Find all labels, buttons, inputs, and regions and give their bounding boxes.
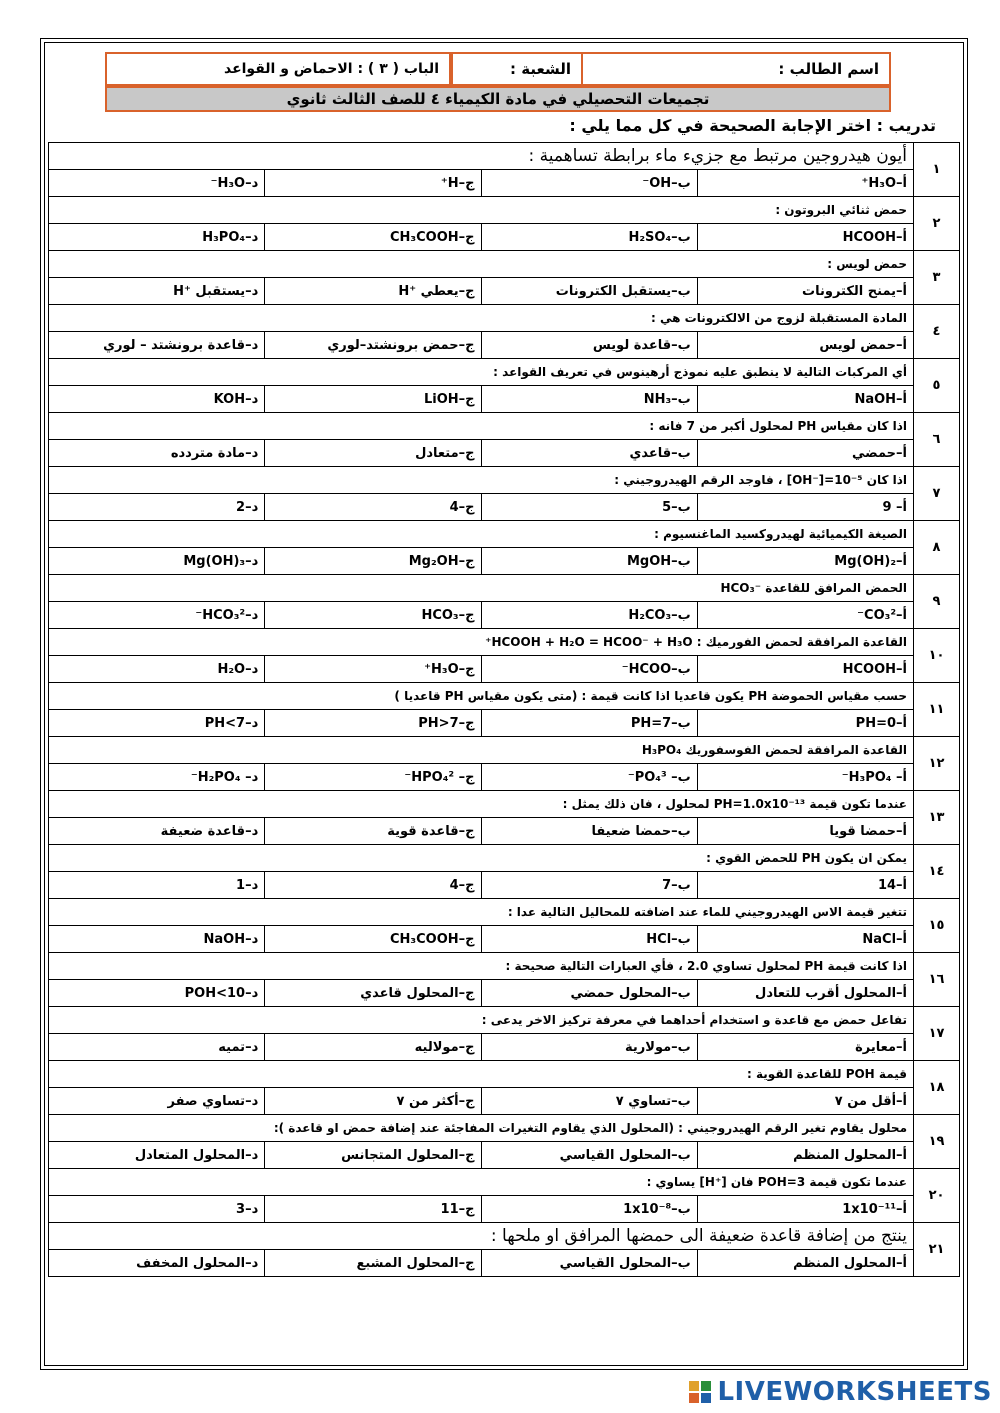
option-b[interactable]: ب–المحلول القياسي [481,1250,697,1277]
question-row [49,413,960,440]
option-a[interactable]: أ–HCOOH [697,656,913,683]
question-text: يمكن ان يكون PH للحمض القوي : [49,845,914,872]
option-b[interactable]: ب–H₂SO₄ [481,224,697,251]
option-d[interactable]: د–H₂O [49,656,265,683]
question-text: حمض لويس : [49,251,914,278]
question-text: ينتج من إضافة قاعدة ضعيفة الى حمضها المرافق او ملحها : [49,1223,914,1250]
option-a[interactable]: أ–يمنح الكترونات [697,278,913,305]
question-row [49,629,960,656]
question-text: محلول يقاوم تغير الرقم الهيدروجيني : (المحلول الذي يقاوم التغيرات المفاجئة عند إضافة حمض او قاعدة ): [49,1115,914,1142]
option-c[interactable]: ج–Mg₂OH [265,548,481,575]
question-number: ١ [914,143,960,197]
question-row [49,197,960,224]
option-d[interactable]: د–1 [49,872,265,899]
options-row [49,926,960,953]
option-b[interactable]: ب–HCl [481,926,697,953]
options-row [49,224,960,251]
options-row [49,602,960,629]
chapter-box [105,52,451,86]
question-number: ٩ [914,575,960,629]
option-b[interactable]: ب–5 [481,494,697,521]
option-c[interactable]: ج–مولاليه [265,1034,481,1061]
question-row [49,359,960,386]
option-b[interactable]: ب–مولارية [481,1034,697,1061]
question-number: ٨ [914,521,960,575]
question-text: اذا كان ⁵⁻10=[⁻OH] ، فاوجد الرقم الهيدروجيني : [49,467,914,494]
question-number: ١٤ [914,845,960,899]
option-b[interactable]: ب–المحلول حمضي [481,980,697,1007]
instruction: تدريب : اختر الإجابة الصحيحة في كل مما يلي : [569,116,936,135]
options-row [49,710,960,737]
student-name-field[interactable] [581,52,891,86]
option-a[interactable]: أ–NaOH [697,386,913,413]
question-text: عندما تكون قيمة ¹³⁻PH=1.0x10 لمحلول ، فان ذلك يمثل : [49,791,914,818]
option-c[interactable]: ج–المحلول المتجانس [265,1142,481,1169]
option-d[interactable]: د–تميه [49,1034,265,1061]
question-number: ١٧ [914,1007,960,1061]
question-number: ٥ [914,359,960,413]
option-a[interactable]: أ–HCOOH [697,224,913,251]
question-number: ١٢ [914,737,960,791]
option-d[interactable]: د–H₃O⁻ [49,170,265,197]
question-row [49,143,960,170]
question-row [49,683,960,710]
question-row [49,575,960,602]
option-a[interactable]: أ–Mg(OH)₂ [697,548,913,575]
header [105,52,891,112]
option-a[interactable]: أ–PH=0 [697,710,913,737]
question-row [49,521,960,548]
option-d[interactable]: د–تساوي صفر [49,1088,265,1115]
option-c[interactable]: ج–CH₃COOH [265,926,481,953]
option-d[interactable]: د– H₂PO₄⁻ [49,764,265,791]
question-number: ٧ [914,467,960,521]
question-row [49,1061,960,1088]
option-b[interactable]: ب–7 [481,872,697,899]
question-text: أيون هيدروجين مرتبط مع جزيء ماء برابطة تساهمية : [49,143,914,170]
section-field[interactable] [451,52,583,86]
question-row [49,251,960,278]
option-c[interactable]: ج–المحلول قاعدي [265,980,481,1007]
option-b[interactable]: ب–PH=7 [481,710,697,737]
option-a[interactable]: أ–¹¹⁻1x10 [697,1196,913,1223]
worksheet-title: تجميعات التحصيلي في مادة الكيمياء ٤ للصف الثالث ثانوي [105,86,891,112]
options-row [49,1088,960,1115]
option-c[interactable]: ج–CH₃COOH [265,224,481,251]
options-row [49,656,960,683]
question-number: ١١ [914,683,960,737]
logo-text: LIVEWORKSHEETS [717,1377,992,1407]
option-a[interactable]: أ–المحلول المنظم [697,1250,913,1277]
question-text: أي المركبات التالية لا ينطبق عليه نموذج أرهينوس في تعريف القواعد : [49,359,914,386]
option-d[interactable]: د–2 [49,494,265,521]
options-row [49,764,960,791]
question-row [49,845,960,872]
option-b[interactable]: ب–H₂CO₃ [481,602,697,629]
option-d[interactable]: د–المحلول المخفف [49,1250,265,1277]
question-number: ٢٠ [914,1169,960,1223]
options-row [49,1034,960,1061]
option-b[interactable]: ب–المحلول القياسي [481,1142,697,1169]
question-row [49,791,960,818]
option-c[interactable]: ج–قاعدة قوية [265,818,481,845]
option-d[interactable]: د–Mg(OH)₃ [49,548,265,575]
options-row [49,494,960,521]
question-text: القاعدة المرافقة لحمض الفورميك : HCOOH + H₂O = HCOO⁻ + H₃O⁺ [49,629,914,656]
option-c[interactable]: ج–LiOH [265,386,481,413]
option-c[interactable]: ج–4 [265,494,481,521]
question-number: ١٥ [914,899,960,953]
question-text: تفاعل حمض مع قاعدة و استخدام أحداهما في معرفة تركيز الاخر يدعى : [49,1007,914,1034]
question-number: ١٨ [914,1061,960,1115]
option-d[interactable]: د–قاعدة برونشتد – لوري [49,332,265,359]
question-text: قيمة POH للقاعدة القوية : [49,1061,914,1088]
option-c[interactable]: ج–متعادل [265,440,481,467]
header-row [105,52,891,86]
option-b[interactable]: ب–تساوي ٧ [481,1088,697,1115]
student-name-label: اسم الطالب : [778,60,879,78]
question-number: ١٣ [914,791,960,845]
option-c[interactable]: ج–أكثر من ٧ [265,1088,481,1115]
option-d[interactable]: د–NaOH [49,926,265,953]
options-row [49,818,960,845]
option-a[interactable]: أ–معايرة [697,1034,913,1061]
question-text: اذا كانت قيمة PH لمحلول تساوي 2.0 ، فأي العبارات التالية صحيحة : [49,953,914,980]
options-row [49,1142,960,1169]
option-a[interactable]: أ– 9 [697,494,913,521]
option-b[interactable]: ب–⁸⁻1x10 [481,1196,697,1223]
option-a[interactable]: أ–CO₃²⁻ [697,602,913,629]
option-a[interactable]: أ–NaCl [697,926,913,953]
questions-table [48,142,960,1277]
question-number: ٣ [914,251,960,305]
section-label: الشعبة : [510,60,571,78]
option-a[interactable]: أ–المحلول المنظم [697,1142,913,1169]
question-row [49,1115,960,1142]
question-text: الصيغة الكيميائية لهيدروكسيد الماغنسيوم : [49,521,914,548]
option-b[interactable]: ب–قاعدة لويس [481,332,697,359]
question-row [49,467,960,494]
option-b[interactable]: ب–قاعدي [481,440,697,467]
option-c[interactable]: ج–4 [265,872,481,899]
option-d[interactable]: د–H₃PO₄ [49,224,265,251]
option-a[interactable]: أ–حمضا قويا [697,818,913,845]
question-number: ١٠ [914,629,960,683]
question-row [49,899,960,926]
question-row [49,1007,960,1034]
option-d[interactable]: د–PH<7 [49,710,265,737]
option-c[interactable]: ج–11 [265,1196,481,1223]
question-text: الحمض المرافق للقاعدة ⁻HCO₃ [49,575,914,602]
question-number: ٢١ [914,1223,960,1277]
question-row [49,1223,960,1250]
question-row [49,953,960,980]
question-row [49,1169,960,1196]
options-row [49,980,960,1007]
option-d[interactable]: د–KOH [49,386,265,413]
chapter-label: الباب ( ٣ ) : الاحماض و القواعد [223,61,439,77]
question-row [49,305,960,332]
option-d[interactable]: د–مادة متردده [49,440,265,467]
option-c[interactable]: ج–المحلول المشبع [265,1250,481,1277]
option-c[interactable]: ج–HCO₃ [265,602,481,629]
question-text: عندما تكون قيمة POH=3 فان [⁺H] يساوي : [49,1169,914,1196]
option-c[interactable]: ج–H₃O⁺ [265,656,481,683]
option-c[interactable]: ج–يعطي ⁺H [265,278,481,305]
option-b[interactable]: ب–MgOH [481,548,697,575]
options-row [49,386,960,413]
options-row [49,332,960,359]
options-row [49,1196,960,1223]
question-text: حمض ثنائي البروتون : [49,197,914,224]
option-a[interactable]: أ–14 [697,872,913,899]
option-d[interactable]: د–يستقبل ⁺H [49,278,265,305]
option-a[interactable]: أ–حمضي [697,440,913,467]
question-text: حسب مقياس الحموضة PH يكون قاعديا اذا كانت قيمة : (متى يكون مقياس PH قاعديا ) [49,683,914,710]
option-a[interactable]: أ–المحلول أقرب للتعادل [697,980,913,1007]
option-c[interactable]: ج– HPO₄²⁻ [265,764,481,791]
option-b[interactable]: ب–حمضا ضعيفا [481,818,697,845]
options-row [49,1250,960,1277]
question-text: القاعدة المرافقة لحمض الفوسفوريك H₃PO₄ [49,737,914,764]
option-a[interactable]: أ–حمض لويس [697,332,913,359]
option-c[interactable]: ج–H⁺ [265,170,481,197]
options-row [49,278,960,305]
options-row [49,548,960,575]
option-a[interactable]: أ–أقل من ٧ [697,1088,913,1115]
option-d[interactable]: د–3 [49,1196,265,1223]
liveworksheets-logo [689,1377,992,1407]
option-a[interactable]: أ–H₃O⁺ [697,170,913,197]
question-number: ٢ [914,197,960,251]
options-row [49,170,960,197]
option-d[interactable]: د–المحلول المتعادل [49,1142,265,1169]
option-b[interactable]: ب–يستقبل الكترونات [481,278,697,305]
question-text: تتغير قيمة الاس الهيدروجيني للماء عند اضافته للمحاليل التالية عدا : [49,899,914,926]
question-text: المادة المستقبلة لزوج من الالكترونات هي : [49,305,914,332]
question-number: ٦ [914,413,960,467]
option-c[interactable]: ج–PH>7 [265,710,481,737]
option-d[interactable]: د–قاعدة ضعيفة [49,818,265,845]
option-b[interactable]: ب–HCOO⁻ [481,656,697,683]
option-d[interactable]: د–POH<10 [49,980,265,1007]
option-b[interactable]: ب– PO₄³⁻ [481,764,697,791]
option-c[interactable]: ج–حمض برونشتد–لوري [265,332,481,359]
question-number: ١٩ [914,1115,960,1169]
logo-icon [689,1381,711,1403]
question-number: ٤ [914,305,960,359]
question-text: اذا كان مقياس PH لمحلول أكبر من 7 فانه : [49,413,914,440]
question-row [49,737,960,764]
option-b[interactable]: ب–OH⁻ [481,170,697,197]
option-d[interactable]: د–HCO₃²⁻ [49,602,265,629]
options-row [49,440,960,467]
options-row [49,872,960,899]
option-a[interactable]: أ– H₃PO₄⁻ [697,764,913,791]
question-number: ١٦ [914,953,960,1007]
option-b[interactable]: ب–NH₃ [481,386,697,413]
